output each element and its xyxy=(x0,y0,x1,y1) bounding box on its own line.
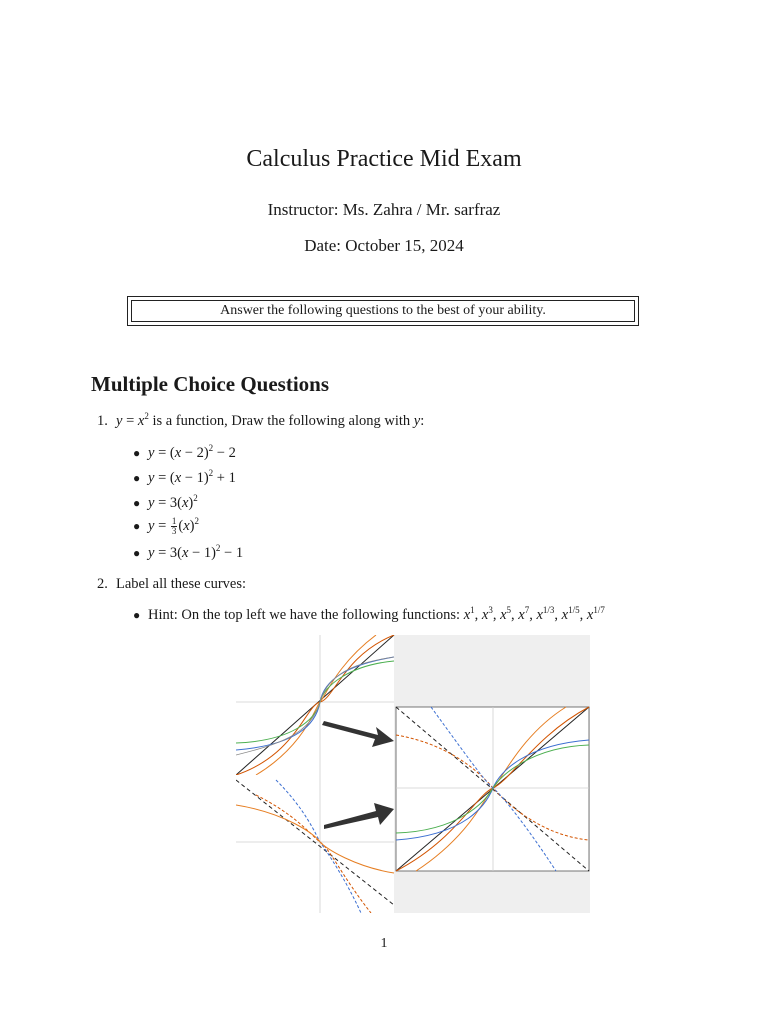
list-item: ● y = $\frac{1}{3}$ $(x)^2$ xyxy=(133,515,199,536)
hint-item: ● Hint: On the top left we have the following functions: $x^1$, $x^3$, $x^5$, $x^7$, $x^{1/3}$, $x^{1/5}$, $x^{1/7}$ xyxy=(133,605,605,623)
panel-top-left xyxy=(236,635,394,775)
power-functions-figure xyxy=(236,635,590,913)
question-text: Label all these curves: xyxy=(116,576,247,592)
question-number: 2. xyxy=(97,576,108,592)
panel-right xyxy=(396,707,589,871)
panel-bottom-left xyxy=(236,775,394,913)
question-text: is a function, Draw the following along with xyxy=(152,413,411,429)
question-number: 1. xyxy=(97,413,108,429)
question-1: 1. $y = x^2$ is a function, Draw the following along with y: xyxy=(97,411,425,429)
exam-title: Calculus Practice Mid Exam xyxy=(246,146,522,172)
fraction-one-third: $\frac{1}{3}$ xyxy=(171,516,177,536)
list-item: ● $y = 3(x - 1)^2 - 1$ xyxy=(133,543,244,561)
page-number: 1 xyxy=(380,936,388,951)
hint-text: Hint: On the top left we have the following functions: xyxy=(148,607,461,623)
list-item: ● $y = (x - 1)^2 + 1$ xyxy=(133,468,236,486)
math-y-equals-x2: y xyxy=(116,413,123,429)
list-item: ● $y = (x - 2)^2 - 2$ xyxy=(133,443,236,461)
date-line: Date: October 15, 2024 xyxy=(304,236,464,255)
instructions-text: Answer the following questions to the best of your ability. xyxy=(131,300,635,322)
section-heading: Multiple Choice Questions xyxy=(91,372,330,396)
instructions-box xyxy=(127,296,639,326)
instructor-line: Instructor: Ms. Zahra / Mr. sarfraz xyxy=(267,200,501,219)
question-2 xyxy=(97,576,246,593)
list-item: ● $y = 3(x)^2$ xyxy=(133,493,198,511)
